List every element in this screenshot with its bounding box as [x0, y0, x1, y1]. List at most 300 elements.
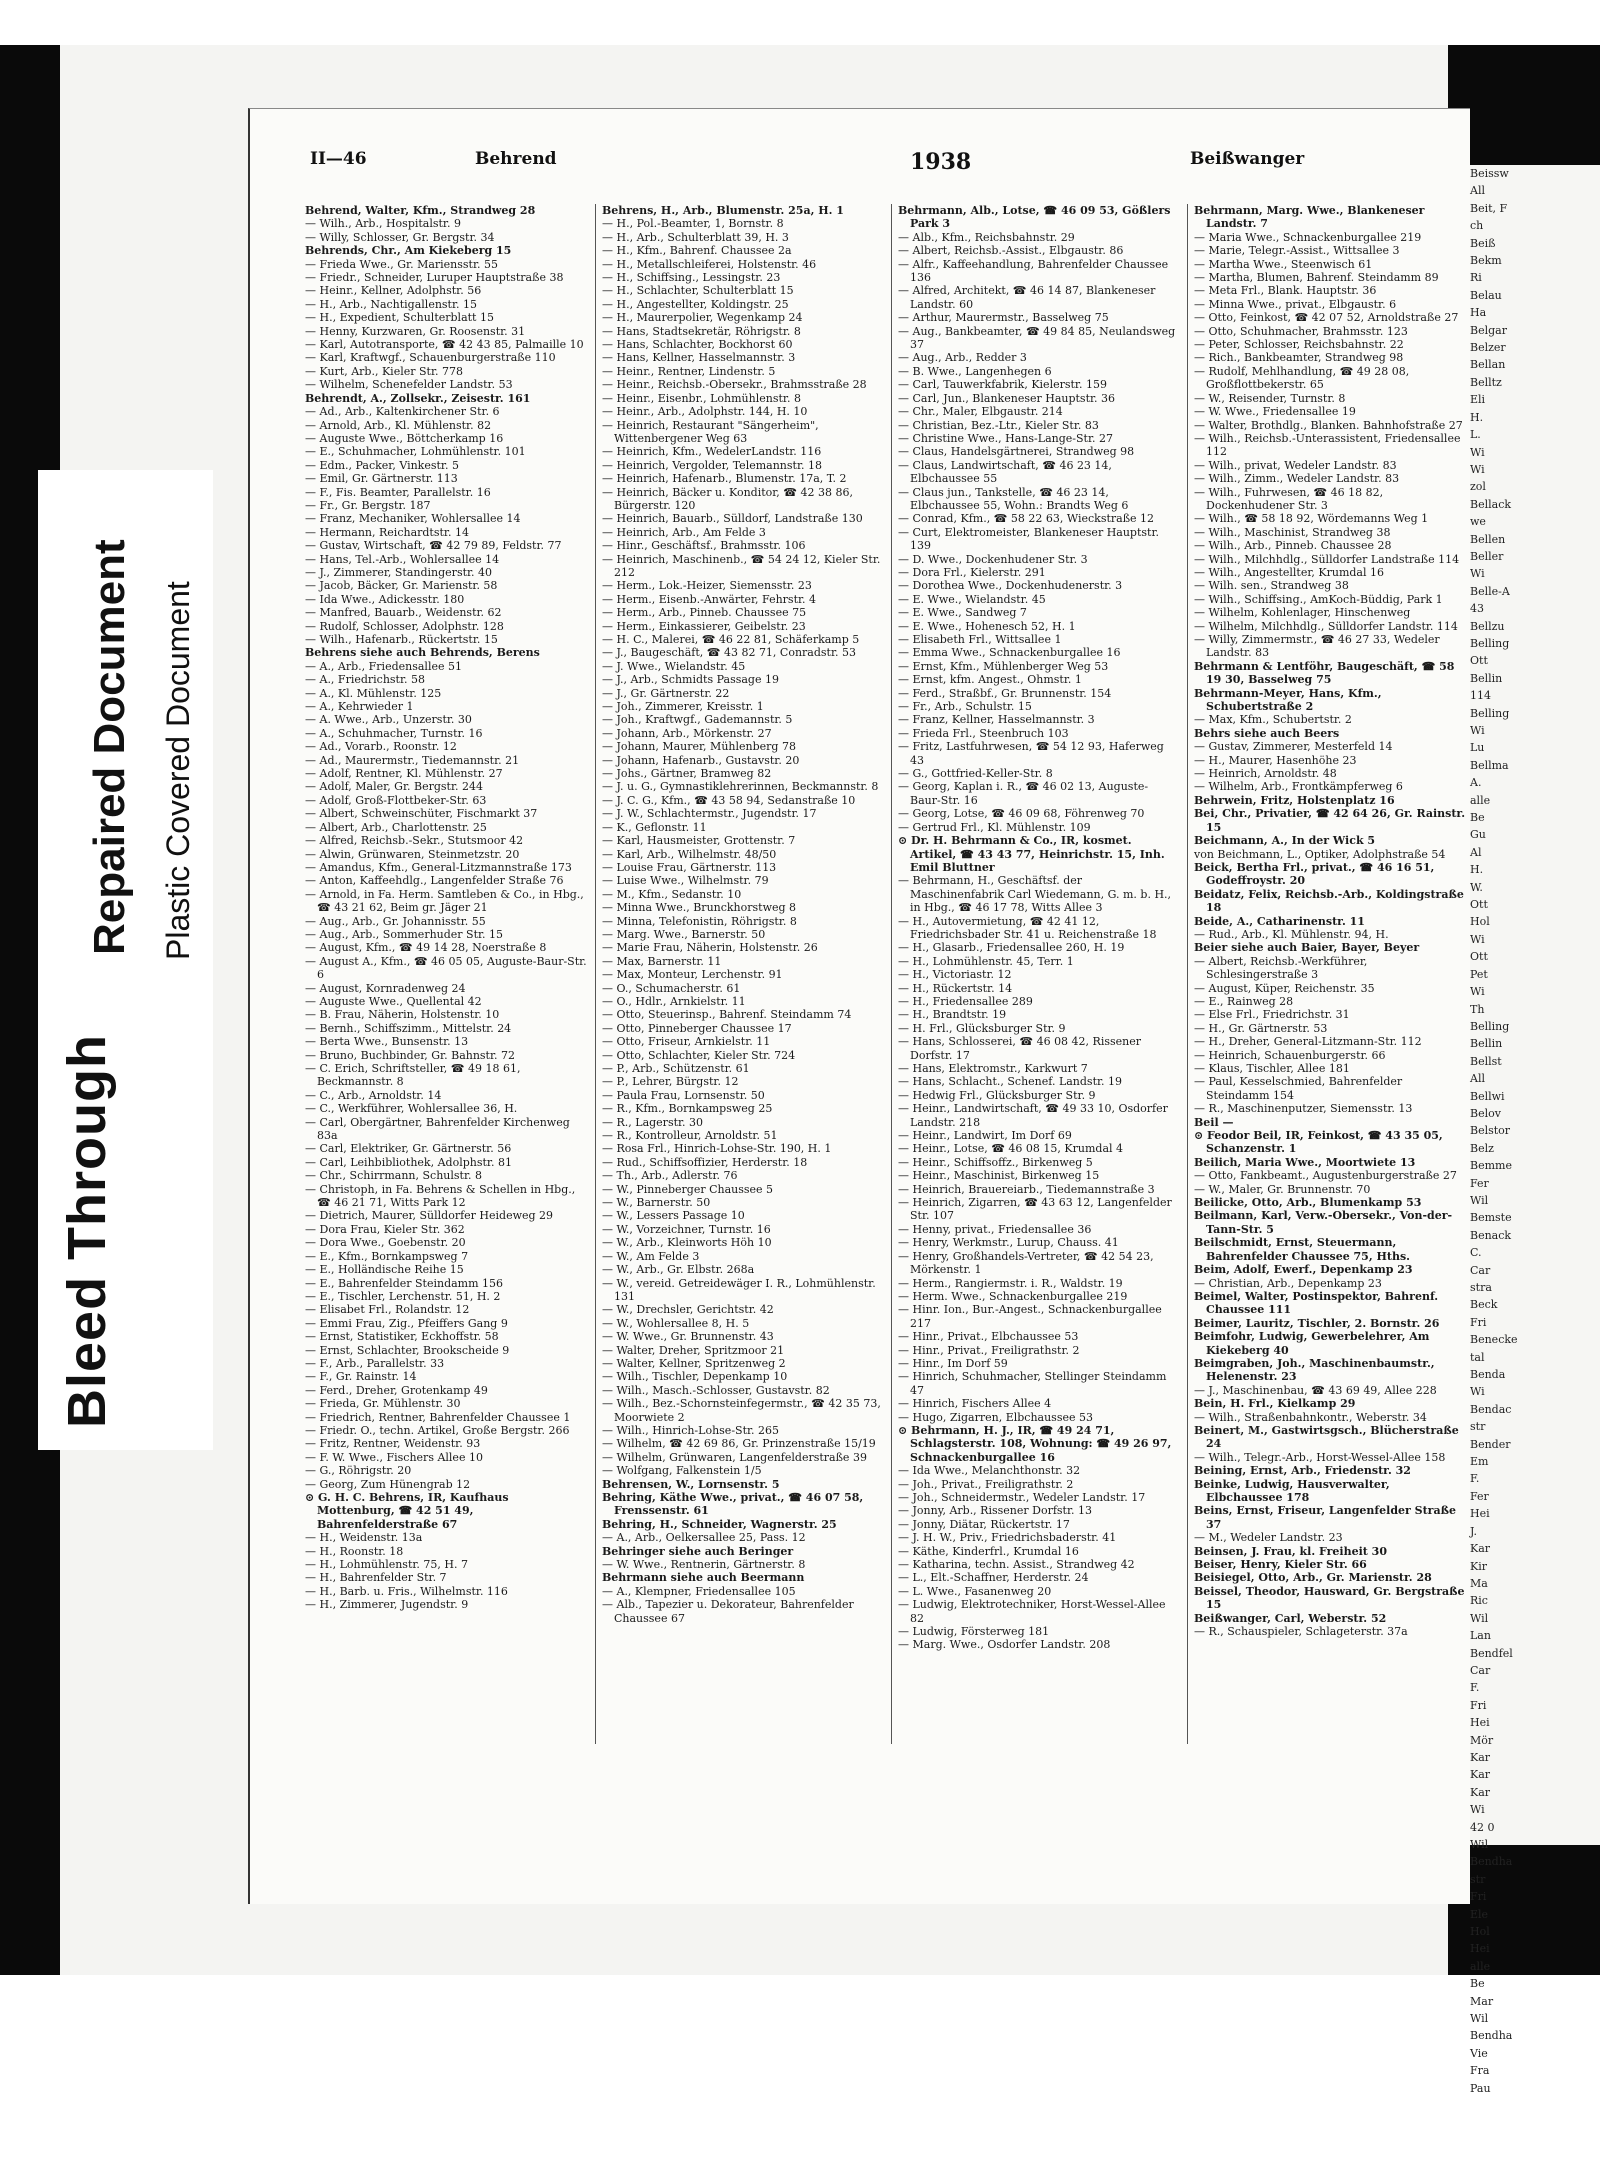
directory-entry: — E. Wwe., Sandweg 7 — [898, 606, 1027, 620]
column-rule — [595, 204, 596, 1744]
directory-entry: Beick, Bertha Frl., privat., ☎ 46 16 51, Godeffroystr. 20 — [1194, 860, 1435, 888]
directory-entry: — W., Drechsler, Gerichtstr. 42 — [602, 1303, 774, 1317]
directory-entry: — Karl, Kraftwgf., Schauenburgerstraße 110 — [305, 351, 556, 365]
directory-entry: — Christian, Arb., Depenkamp 23 — [1194, 1276, 1382, 1290]
adjacent-page-fragment: Bekm — [1470, 254, 1502, 268]
adjacent-page-fragment: Eli — [1470, 393, 1486, 407]
adjacent-page-fragment: Fri — [1470, 1890, 1487, 1904]
adjacent-page-fragment: Em — [1470, 1455, 1489, 1469]
directory-entry: — L. Wwe., Fasanenweg 20 — [898, 1584, 1052, 1598]
adjacent-page-fragment: All — [1470, 1072, 1485, 1086]
adjacent-page-fragment: Fer — [1470, 1176, 1489, 1190]
column-rule — [891, 204, 892, 1744]
directory-entry: Behringer siehe auch Beringer — [602, 1544, 794, 1558]
directory-entry: — Joh., Schneidermstr., Wedeler Landstr. 17 — [898, 1491, 1146, 1504]
bleed-through-label: Bleed Through — [57, 1034, 117, 1428]
directory-entry: — Auguste Wwe., Böttcherkamp 16 — [305, 431, 504, 445]
directory-entry: — O., Schumacherstr. 61 — [602, 981, 741, 995]
directory-entry: — M., Wedeler Landstr. 23 — [1194, 1531, 1343, 1545]
directory-entry: — Heinrich, Arb., Am Felde 3 — [602, 525, 766, 539]
directory-entry: — Christian, Bez.-Ltr., Kieler Str. 83 — [898, 418, 1099, 432]
directory-entry: — Curt, Elektromeister, Blankeneser Hauptstr. 139 — [898, 525, 1160, 553]
directory-entry: — Gustav, Zimmerer, Mesterfeld 14 — [1194, 740, 1393, 754]
directory-entry: — R., Maschinenputzer, Siemensstr. 13 — [1194, 1102, 1413, 1116]
directory-entry: — Minna Wwe., privat., Elbgaustr. 6 — [1194, 297, 1397, 311]
directory-entry: Behrmann, Marg. Wwe., Blankeneser Landstr. 7 — [1194, 204, 1425, 231]
directory-entry: — Wilh., Milchhdlg., Sülldorfer Landstraße 114 — [1194, 552, 1460, 566]
directory-entry: — Louise Frau, Gärtnerstr. 113 — [602, 860, 777, 874]
adjacent-page-fragment: Belling — [1470, 1019, 1510, 1033]
directory-entry: — H., Maurer, Hasenhöhe 23 — [1194, 753, 1357, 767]
directory-year: 1938 — [910, 149, 972, 175]
directory-entry: — Otto, Fankbeamt., Augustenburgerstraße 27 — [1194, 1169, 1457, 1183]
directory-entry: — Herm., Lok.-Heizer, Siemensstr. 23 — [602, 579, 812, 593]
adjacent-page-fragment: Th — [1470, 1002, 1485, 1016]
last-entry-guide: Beißwanger — [1190, 149, 1305, 169]
directory-entry: — Marg. Wwe., Barnerstr. 50 — [602, 927, 766, 941]
adjacent-page-fragment: Benda — [1470, 1368, 1506, 1382]
directory-entry: — Carl, Leihbibliothek, Adolphstr. 81 — [305, 1155, 512, 1169]
directory-entry: — Hermann, Reichardtstr. 14 — [305, 525, 469, 539]
directory-entry: — Elisabeth Frl., Wittsallee 1 — [898, 633, 1062, 646]
adjacent-page-fragment: Car — [1470, 1263, 1491, 1277]
directory-entry: — W., Vorzeichner, Turnstr. 16 — [602, 1222, 771, 1236]
adjacent-page-fragment: Wil — [1470, 2012, 1489, 2026]
directory-entry: Behring, Käthe Wwe., privat., ☎ 46 07 58, Frenssenstr. 61 — [602, 1491, 864, 1518]
directory-entry: — Carl, Jun., Blankeneser Hauptstr. 36 — [898, 391, 1116, 405]
directory-entry: — Aug., Arb., Sommerhuder Str. 15 — [305, 927, 504, 941]
adjacent-page-fragment: Bellan — [1470, 358, 1506, 372]
adjacent-page-fragment: A. — [1470, 776, 1482, 790]
directory-entry: — H., Kfm., Bahrenf. Chaussee 2a — [602, 244, 792, 258]
directory-entry: — H., Friedensallee 289 — [898, 994, 1033, 1008]
directory-entry: — Frieda Wwe., Gr. Mariensstr. 55 — [305, 257, 499, 271]
directory-entry: — Fritz, Rentner, Weidenstr. 93 — [305, 1437, 481, 1451]
adjacent-page-fragment: Bendha — [1470, 1855, 1513, 1869]
directory-entry: — Aug., Arb., Redder 3 — [898, 351, 1027, 365]
directory-entry: — Heinrich, Kfm., WedelerLandstr. 116 — [602, 445, 822, 459]
adjacent-page-fragment: Beller — [1470, 549, 1504, 563]
directory-entry: — Fr., Gr. Bergstr. 187 — [305, 498, 431, 512]
directory-entry: — Ferd., Dreher, Grotenkamp 49 — [305, 1383, 488, 1397]
directory-entry: — August A., Kfm., ☎ 46 05 05, Auguste-Baur-Str. 6 — [305, 954, 587, 982]
directory-entry: — Johann, Maurer, Mühlenberg 78 — [602, 740, 796, 754]
directory-entry: — H., Expedient, Schulterblatt 15 — [305, 311, 494, 325]
directory-entry: — C., Werkführer, Wohlersallee 36, H. — [305, 1102, 518, 1116]
adjacent-page-fragment: Bellst — [1470, 1054, 1502, 1068]
directory-entry: — Heinr., Landwirtschaft, ☎ 49 33 10, Osdorfer Landstr. 218 — [898, 1102, 1168, 1129]
directory-entry: — Herm., Rangiermstr. i. R., Waldstr. 19 — [898, 1276, 1123, 1290]
directory-entry: — Rudolf, Mehlhandlung, ☎ 49 28 08, Großflottbekerstr. 65 — [1194, 364, 1410, 392]
directory-entry: — Emmi Frau, Zig., Pfeiffers Gang 9 — [305, 1316, 508, 1330]
running-head — [310, 149, 1470, 179]
directory-entry: — Dora Frau, Kieler Str. 362 — [305, 1222, 465, 1236]
directory-entry: — Wilh., Bez.-Schornsteinfegermstr., ☎ 42 35 73, Moorwiete 2 — [602, 1397, 881, 1424]
adjacent-page-fragment: Ott — [1470, 950, 1488, 964]
directory-entry: — Wilhelm, Grünwaren, Langenfelderstraße 39 — [602, 1450, 867, 1464]
directory-entry: — Chr., Maler, Elbgaustr. 214 — [898, 405, 1063, 419]
directory-entry: — Aug., Arb., Gr. Johannisstr. 55 — [305, 914, 486, 928]
directory-entry: — Herm. Wwe., Schnackenburgallee 219 — [898, 1289, 1128, 1303]
directory-entry: — H., Rückertstr. 14 — [898, 981, 1013, 995]
directory-entry: — Else Frl., Friedrichstr. 31 — [1194, 1008, 1350, 1022]
adjacent-page-fragment: Gu — [1470, 828, 1486, 842]
directory-entry: — Elisabet Frl., Rolandstr. 12 — [305, 1303, 470, 1317]
directory-entry: — Dora Frl., Kielerstr. 291 — [898, 565, 1046, 579]
adjacent-page-fragment: Wi — [1470, 462, 1485, 476]
directory-entry: — Walter, Dreher, Spritzmoor 21 — [602, 1343, 785, 1357]
adjacent-page-fragment: Bendfel — [1470, 1646, 1513, 1660]
directory-entry: — Otto, Steuerinsp., Bahrenf. Steindamm 74 — [602, 1008, 852, 1022]
directory-entry: — Marie Frau, Näherin, Holstenstr. 26 — [602, 941, 818, 955]
directory-entry: — Hinr., Geschäftsf., Brahmsstr. 106 — [602, 539, 806, 553]
directory-entry: — Dora Wwe., Goebenstr. 20 — [305, 1236, 466, 1250]
directory-entry: — Albert, Arb., Charlottenstr. 25 — [305, 820, 487, 834]
directory-entry: — H., Barb. u. Fris., Wilhelmstr. 116 — [305, 1584, 508, 1598]
directory-entry: — Minna Wwe., Brunckhorstweg 8 — [602, 901, 797, 915]
adjacent-page-fragment: Bellin — [1470, 1037, 1503, 1051]
directory-entry: — Joh., Kraftwgf., Gademannstr. 5 — [602, 713, 793, 727]
directory-entry: — Heinr., Eisenbr., Lohmühlenstr. 8 — [602, 391, 801, 405]
directory-entry: Bein, H. Frl., Kielkamp 29 — [1194, 1397, 1356, 1411]
adjacent-page-fragment: Wi — [1470, 985, 1485, 999]
directory-entry: — H. C., Malerei, ☎ 46 22 81, Schäferkamp 5 — [602, 633, 860, 646]
adjacent-page-fragment: Belov — [1470, 1106, 1501, 1120]
directory-entry: — Rosa Frl., Hinrich-Lohse-Str. 190, H. 1 — [602, 1142, 832, 1156]
directory-entry: — Adolf, Rentner, Kl. Mühlenstr. 27 — [305, 767, 503, 781]
directory-entry: — Bruno, Buchbinder, Gr. Bahnstr. 72 — [305, 1048, 516, 1062]
directory-entry: Beide, A., Catharinenstr. 11 — [1194, 914, 1365, 928]
adjacent-page-fragment: Wi — [1470, 724, 1485, 737]
directory-entry: — Friedr., Schneider, Luruper Hauptstraße 38 — [305, 271, 564, 285]
directory-entry: — Arthur, Maurermstr., Basselweg 75 — [898, 311, 1109, 325]
directory-entry: — Christine Wwe., Hans-Lange-Str. 27 — [898, 431, 1113, 445]
adjacent-page-fragment: Belzer — [1470, 341, 1506, 355]
directory-entry: — Heinrich, Vergolder, Telemannstr. 18 — [602, 458, 822, 472]
directory-entry: — Ad., Maurermstr., Tiedemannstr. 21 — [305, 753, 520, 767]
directory-entry: — W. Wwe., Gr. Brunnenstr. 43 — [602, 1330, 774, 1344]
directory-entry: — Heinr., Kellner, Adolphstr. 56 — [305, 284, 482, 298]
directory-entry: — Max, Kfm., Schubertstr. 2 — [1194, 713, 1352, 727]
directory-entry: — W., Am Felde 3 — [602, 1249, 700, 1263]
directory-entry: Behrmann-Meyer, Hans, Kfm., Schubertstraße 2 — [1194, 686, 1382, 714]
directory-entry: — Friedrich, Rentner, Bahrenfelder Chaussee 1 — [305, 1410, 571, 1424]
directory-entry: — Arnold, in Fa. Herm. Samtleben & Co., in Hbg., ☎ 43 21 62, Beim gr. Jäger 21 — [305, 887, 584, 915]
directory-entry: Behrens, H., Arb., Blumenstr. 25a, H. 1 — [602, 204, 844, 217]
directory-entry: — Joh., Privat., Freiligrathstr. 2 — [898, 1477, 1074, 1491]
directory-entry: — Wilh., Telegr.-Arb., Horst-Wessel-Allee 158 — [1194, 1450, 1446, 1464]
directory-entry: — Hinr., Privat., Elbchaussee 53 — [898, 1330, 1079, 1344]
directory-entry: — F. W. Wwe., Fischers Allee 10 — [305, 1450, 483, 1464]
directory-entry: — A., Klempner, Friedensallee 105 — [602, 1584, 796, 1598]
directory-entry: — Herm., Eisenb.-Anwärter, Fehrstr. 4 — [602, 592, 817, 606]
directory-entry: Beimgraben, Joh., Maschinenbaumstr., Helenenstr. 23 — [1194, 1356, 1435, 1384]
adjacent-page-fragment: zol — [1470, 480, 1486, 494]
directory-entry: — Albert, Schweinschüter, Fischmarkt 37 — [305, 807, 538, 821]
adjacent-page-fragment: Beiß — [1470, 236, 1496, 250]
adjacent-page-fragment: Bellzu — [1470, 619, 1505, 633]
directory-entry: — Otto, Friseur, Arnkielstr. 11 — [602, 1035, 771, 1049]
directory-entry: — C., Arb., Arnoldstr. 14 — [305, 1088, 442, 1102]
directory-entry: — Wilh., Hinrich-Lohse-Str. 265 — [602, 1423, 780, 1437]
directory-column-1 — [305, 204, 587, 1904]
directory-entry: — Frieda, Gr. Mühlenstr. 30 — [305, 1397, 461, 1411]
directory-entry: — P., Arb., Schützenstr. 61 — [602, 1062, 750, 1075]
directory-entry: — Carl, Elektriker, Gr. Gärtnerstr. 56 — [305, 1142, 512, 1156]
adjacent-page-fragment: 42 0 — [1470, 1820, 1495, 1834]
directory-entry: — Ida Wwe., Melanchthonstr. 32 — [898, 1464, 1081, 1478]
directory-entry: — Otto, Schlachter, Kieler Str. 724 — [602, 1048, 796, 1062]
adjacent-page-fragment: Wi — [1470, 567, 1485, 581]
adjacent-page-fragment: Belle-A — [1470, 584, 1510, 598]
directory-entry: Beim, Adolf, Ewerf., Depenkamp 23 — [1194, 1263, 1413, 1277]
adjacent-page-fragment: Al — [1470, 845, 1482, 859]
adjacent-page-fragment: Belling — [1470, 636, 1510, 650]
directory-entry: — H., Roonstr. 18 — [305, 1544, 404, 1558]
adjacent-page-fragment: Bendac — [1470, 1402, 1512, 1416]
directory-entry: — J., Gr. Gärtnerstr. 22 — [602, 686, 730, 700]
directory-entry: — Marie, Telegr.-Assist., Wittsallee 3 — [1194, 244, 1400, 258]
directory-entry: Beining, Ernst, Arb., Friedenstr. 32 — [1194, 1464, 1411, 1478]
directory-entry: — W., Maler, Gr. Brunnenstr. 70 — [1194, 1182, 1371, 1196]
directory-entry: — O., Hdlr., Arnkielstr. 11 — [602, 994, 746, 1008]
directory-entry: — Jacob, Bäcker, Gr. Marienstr. 58 — [305, 579, 498, 593]
directory-entry: — A., Kl. Mühlenstr. 125 — [305, 686, 442, 700]
directory-entry: Beilschmidt, Ernst, Steuermann, Bahrenfelder Chaussee 75, Hths. — [1194, 1236, 1410, 1263]
directory-entry: Beichmann, A., In der Wick 5 — [1194, 834, 1376, 848]
directory-entry: — L., Elt.-Schaffner, Herderstr. 24 — [898, 1571, 1089, 1585]
directory-entry: — Johann, Arb., Mörkenstr. 27 — [602, 726, 772, 740]
directory-entry: Behrensen, W., Lornsenstr. 5 — [602, 1477, 780, 1491]
directory-entry: — H., Schlachter, Schulterblatt 15 — [602, 284, 794, 298]
directory-entry: — Heinr., Rentner, Lindenstr. 5 — [602, 364, 776, 378]
adjacent-page-fragment: Be — [1470, 1977, 1485, 1991]
column-rule — [1187, 204, 1188, 1744]
directory-entry: — Wilh., Angestellter, Krumdal 16 — [1194, 565, 1384, 579]
directory-entry: Beins, Ernst, Friseur, Langenfelder Straße 37 — [1194, 1504, 1456, 1531]
directory-entry: — Emma Wwe., Schnackenburgallee 16 — [898, 646, 1121, 660]
adjacent-page-fragment: Kar — [1470, 1785, 1491, 1799]
directory-entry: — Martha Wwe., Steenwisch 61 — [1194, 257, 1373, 271]
directory-entry: — Ernst, Kfm., Mühlenberger Weg 53 — [898, 659, 1109, 673]
directory-entry: — Paula Frau, Lornsenstr. 50 — [602, 1088, 765, 1102]
directory-entry: — E. Wwe., Wielandstr. 45 — [898, 592, 1046, 606]
adjacent-page-fragment: H. — [1470, 863, 1484, 877]
directory-entry: — A., Schuhmacher, Turnstr. 16 — [305, 726, 483, 740]
directory-entry: — Heinrich, Hafenarb., Blumenstr. 17a, T. 2 — [602, 472, 847, 486]
directory-entry: — Alwin, Grünwaren, Steinmetzstr. 20 — [305, 847, 520, 861]
directory-entry: — Paul, Kesselschmied, Bahrenfelder Steindamm 154 — [1194, 1075, 1403, 1102]
directory-entry: — Hugo, Zigarren, Elbchaussee 53 — [898, 1410, 1093, 1424]
directory-entry: — August, Kornradenweg 24 — [305, 981, 466, 995]
adjacent-page-fragment: Wil — [1470, 1838, 1489, 1851]
directory-entry: — Albert, Reichsb.-Assist., Elbgaustr. 86 — [898, 244, 1124, 258]
directory-entry: — Fr., Arb., Schulstr. 15 — [898, 700, 1032, 714]
directory-entry: Beimer, Lauritz, Tischler, 2. Bornstr. 26 — [1194, 1316, 1440, 1330]
directory-entry: Beissel, Theodor, Hausward, Gr. Bergstraße 15 — [1194, 1584, 1465, 1612]
directory-entry: — Johs., Gärtner, Bramweg 82 — [602, 767, 772, 781]
directory-entry: — Hinr. Ion., Bur.-Angest., Schnackenburgallee 217 — [898, 1303, 1162, 1330]
directory-entry: — Georg, Kaplan i. R., ☎ 46 02 13, Auguste-Baur-Str. 16 — [898, 780, 1149, 807]
directory-entry: — J. C. G., Kfm., ☎ 43 58 94, Sedanstraße 10 — [602, 793, 856, 807]
adjacent-page-fragment: Ele — [1470, 1907, 1489, 1921]
directory-entry: — H., Dreher, General-Litzmann-Str. 112 — [1194, 1035, 1422, 1049]
directory-entry: — Aug., Bankbeamter, ☎ 49 84 85, Neulandsweg 37 — [898, 324, 1176, 352]
directory-entry: — H., Angestellter, Koldingstr. 25 — [602, 297, 789, 311]
directory-entry: Behrens siehe auch Behrends, Berens — [305, 646, 540, 660]
adjacent-page-fragment: Fri — [1470, 1315, 1487, 1329]
adjacent-page-fragment: Bellack — [1470, 497, 1512, 511]
adjacent-page-fragment: Vie — [1470, 2046, 1488, 2060]
directory-entry: — Henny, Kurzwaren, Gr. Roosenstr. 31 — [305, 324, 526, 338]
adjacent-page-fragment: Be — [1470, 811, 1485, 825]
directory-entry: — Max, Monteur, Lerchenstr. 91 — [602, 968, 783, 982]
directory-entry: — Hans, Elektromstr., Karkwurt 7 — [898, 1062, 1088, 1075]
directory-entry: — B. Wwe., Langenhegen 6 — [898, 364, 1052, 378]
adjacent-page-fragment: F. — [1470, 1472, 1480, 1486]
directory-entry: — Manfred, Bauarb., Weidenstr. 62 — [305, 606, 502, 620]
directory-entry: — A., Arb., Oelkersallee 25, Pass. 12 — [602, 1531, 806, 1545]
directory-entry: — F., Fis. Beamter, Parallelstr. 16 — [305, 485, 491, 499]
directory-entry: — J. u. G., Gymnastiklehrerinnen, Beckmannstr. 8 — [602, 780, 879, 794]
adjacent-page-fragment: alle — [1470, 1959, 1491, 1973]
directory-entry: — H., Glasarb., Friedensallee 260, H. 19 — [898, 941, 1125, 955]
directory-entry: — Ad., Arb., Kaltenkirchener Str. 6 — [305, 405, 500, 419]
directory-entry: — Heinr., Maschinist, Birkenweg 15 — [898, 1169, 1100, 1183]
directory-entry: — Heinr., Arb., Adolphstr. 144, H. 10 — [602, 405, 808, 419]
directory-entry: — J. Wwe., Wielandstr. 45 — [602, 659, 746, 673]
directory-entry: — H., Maurerpolier, Wegenkamp 24 — [602, 311, 803, 325]
directory-entry: — Hedwig Frl., Glücksburger Str. 9 — [898, 1088, 1096, 1102]
directory-entry: — Wilhelm, Milchhdlg., Sülldorfer Landstr. 114 — [1194, 619, 1458, 633]
adjacent-page-fragment: Wil — [1470, 1193, 1489, 1207]
directory-entry: — Georg, Lotse, ☎ 46 09 68, Föhrenweg 70 — [898, 807, 1145, 821]
directory-entry: Behrends, Chr., Am Kiekeberg 15 — [305, 244, 512, 258]
adjacent-page-fragment: alle — [1470, 793, 1491, 807]
directory-entry: — Wilh., Straßenbahnkontr., Weberstr. 34 — [1194, 1410, 1427, 1424]
directory-entry: ⊙ Behrmann, H. J., IR, ☎ 49 24 71, Schlagsterstr. 108, Wohnung: ☎ 49 26 97, Schnackenburgallee 16 — [898, 1423, 1172, 1464]
directory-entry: Beinke, Ludwig, Hausverwalter, Elbchaussee 178 — [1194, 1477, 1390, 1504]
directory-entry: — E., Holländische Reihe 15 — [305, 1263, 464, 1277]
adjacent-page-fragment: str — [1470, 1872, 1486, 1886]
directory-entry: Behrmann siehe auch Beermann — [602, 1571, 805, 1585]
adjacent-page-fragment: C. — [1470, 1246, 1482, 1260]
directory-entry: — Karl, Autotransporte, ☎ 42 43 85, Palmaille 10 — [305, 338, 584, 352]
directory-entry: — Friedr. O., techn. Artikel, Große Bergstr. 266 — [305, 1423, 570, 1437]
directory-entry: — Rudolf, Schlosser, Adolphstr. 128 — [305, 619, 504, 633]
directory-entry: — W. Wwe., Rentnerin, Gärtnerstr. 8 — [602, 1558, 806, 1572]
adjacent-page-fragment: Kar — [1470, 1768, 1491, 1782]
directory-entry: — Emil, Gr. Gärtnerstr. 113 — [305, 472, 458, 486]
directory-entry: — Herm., Arb., Pinneb. Chaussee 75 — [602, 606, 807, 620]
directory-entry: — Ferd., Straßbf., Gr. Brunnenstr. 154 — [898, 686, 1112, 700]
directory-entry: — Alfr., Kaffeehandlung, Bahrenfelder Chaussee 136 — [898, 257, 1169, 285]
directory-entry: — Carl, Obergärtner, Bahrenfelder Kirchenweg 83a — [305, 1115, 570, 1143]
directory-entry: — Adolf, Maler, Gr. Bergstr. 244 — [305, 780, 484, 794]
directory-entry: — H., Pol.-Beamter, 1, Bornstr. 8 — [602, 217, 784, 231]
directory-entry: — E., Tischler, Lerchenstr. 51, H. 2 — [305, 1289, 501, 1303]
directory-entry: — W., Barnerstr. 50 — [602, 1196, 711, 1210]
adjacent-page-fragment: Benack — [1470, 1228, 1512, 1242]
first-entry-guide: Behrend — [475, 149, 557, 169]
directory-entry: — Max, Barnerstr. 11 — [602, 954, 722, 968]
directory-entry: — J., Arb., Schmidts Passage 19 — [602, 673, 779, 687]
directory-entry: — H., Arb., Nachtigallenstr. 15 — [305, 297, 478, 311]
page-number: II—46 — [310, 149, 367, 169]
directory-entry: — Alfred, Reichsb.-Sekr., Stutsmoor 42 — [305, 834, 524, 848]
directory-entry: — Klaus, Tischler, Allee 181 — [1194, 1062, 1350, 1075]
directory-entry: — Claus jun., Tankstelle, ☎ 46 23 14, Elbchaussee 55, Wohn.: Brandts Weg 6 — [898, 485, 1129, 512]
directory-entry: — H., Metallschleiferei, Holstenstr. 46 — [602, 257, 817, 271]
adjacent-page-fragment: ch — [1470, 219, 1484, 233]
directory-entry: Beinsen, J. Frau, kl. Freiheit 30 — [1194, 1544, 1387, 1558]
adjacent-page-fragment: Ric — [1470, 1594, 1488, 1608]
directory-entry: — Ida Wwe., Adickesstr. 180 — [305, 592, 465, 606]
directory-entry: — Wilhelm, Schenefelder Landstr. 53 — [305, 378, 513, 392]
adjacent-page-fragment: Bender — [1470, 1437, 1511, 1451]
adjacent-page-fragment: Wil — [1470, 1611, 1489, 1625]
directory-entry: — H., Weidenstr. 13a — [305, 1531, 423, 1545]
directory-entry: — H., Zimmerer, Jugendstr. 9 — [305, 1598, 469, 1612]
directory-entry: — M., Kfm., Sedanstr. 10 — [602, 887, 742, 901]
adjacent-page-fragment: Wi — [1470, 445, 1485, 459]
directory-entry: — Heinrich, Brauereiarb., Tiedemannstraße 3 — [898, 1182, 1155, 1196]
directory-entry: — H., Brandtstr. 19 — [898, 1008, 1007, 1022]
directory-entry: — Franz, Mechaniker, Wohlersallee 14 — [305, 512, 521, 526]
directory-entry: — Heinrich, Zigarren, ☎ 43 63 12, Langenfelder Str. 107 — [898, 1196, 1172, 1223]
directory-entry: — Claus, Landwirtschaft, ☎ 46 23 14, Elbchaussee 55 — [898, 458, 1112, 486]
directory-entry: Beinert, M., Gastwirtsgsch., Blücherstraße 24 — [1194, 1423, 1459, 1451]
directory-entry: — Wilhelm, ☎ 42 69 86, Gr. Prinzenstraße 15/19 — [602, 1437, 876, 1451]
adjacent-page-fragment: Bendha — [1470, 2029, 1513, 2043]
directory-entry: — Ludwig, Försterweg 181 — [898, 1625, 1050, 1639]
directory-entry: — E., Bahrenfelder Steindamm 156 — [305, 1276, 504, 1290]
directory-entry: — Heinrich, Bäcker u. Konditor, ☎ 42 38 86, Bürgerstr. 120 — [602, 485, 853, 512]
adjacent-page-fragment: Mar — [1470, 1994, 1494, 2008]
directory-entry: — Wilh., Tischler, Depenkamp 10 — [602, 1370, 788, 1384]
adjacent-page-fragment: 114 — [1470, 689, 1491, 703]
directory-entry: Beilicke, Otto, Arb., Blumenkamp 53 — [1194, 1196, 1422, 1210]
adjacent-page-fragment: stra — [1470, 1281, 1492, 1294]
directory-entry: — Meta Frl., Blank. Hauptstr. 36 — [1194, 284, 1377, 298]
directory-entry: — H., Bahrenfelder Str. 7 — [305, 1571, 447, 1585]
directory-entry: — Ad., Vorarb., Roonstr. 12 — [305, 740, 457, 754]
directory-entry: Bei, Chr., Privatier, ☎ 42 64 26, Gr. Rainstr. 15 — [1194, 807, 1466, 834]
directory-entry: — W., Arb., Kleinworts Höh 10 — [602, 1236, 772, 1250]
directory-entry: — Herm., Einkassierer, Geibelstr. 23 — [602, 619, 806, 633]
plastic-covered-label: Plastic Covered Document — [160, 581, 196, 960]
directory-entry: — J. H. W., Priv., Friedrichsbaderstr. 41 — [898, 1531, 1117, 1545]
directory-entry: — Maria Wwe., Schnackenburgallee 219 — [1194, 230, 1422, 244]
directory-entry: — Wilhelm, Kohlenlager, Hinschenweg — [1194, 606, 1411, 620]
directory-entry: Behrend, Walter, Kfm., Strandweg 28 — [305, 204, 536, 217]
adjacent-page-fragment: Ha — [1470, 306, 1487, 320]
directory-entry: — Edm., Packer, Vinkestr. 5 — [305, 458, 459, 472]
directory-entry: Behring, H., Schneider, Wagnerstr. 25 — [602, 1517, 837, 1531]
directory-entry: Beil — — [1194, 1115, 1234, 1129]
directory-entry: — H., Lohmühlenstr. 75, H. 7 — [305, 1558, 468, 1572]
directory-entry: — Hans, Kellner, Hasselmannstr. 3 — [602, 351, 796, 365]
directory-entry: — H. Frl., Glücksburger Str. 9 — [898, 1021, 1066, 1035]
directory-entry: — Käthe, Kinderfrl., Krumdal 16 — [898, 1544, 1079, 1558]
adjacent-page-fragment: Hol — [1470, 1925, 1490, 1939]
adjacent-page-fragment: Belau — [1470, 288, 1502, 302]
adjacent-page-fragment: Car — [1470, 1663, 1491, 1677]
adjacent-page-fragment: Lu — [1470, 741, 1485, 755]
adjacent-page-fragment: Belltz — [1470, 375, 1502, 389]
directory-entry: — Ernst, kfm. Angest., Ohmstr. 1 — [898, 673, 1082, 687]
directory-entry: — Peter, Schlosser, Reichsbahnstr. 22 — [1194, 338, 1404, 352]
